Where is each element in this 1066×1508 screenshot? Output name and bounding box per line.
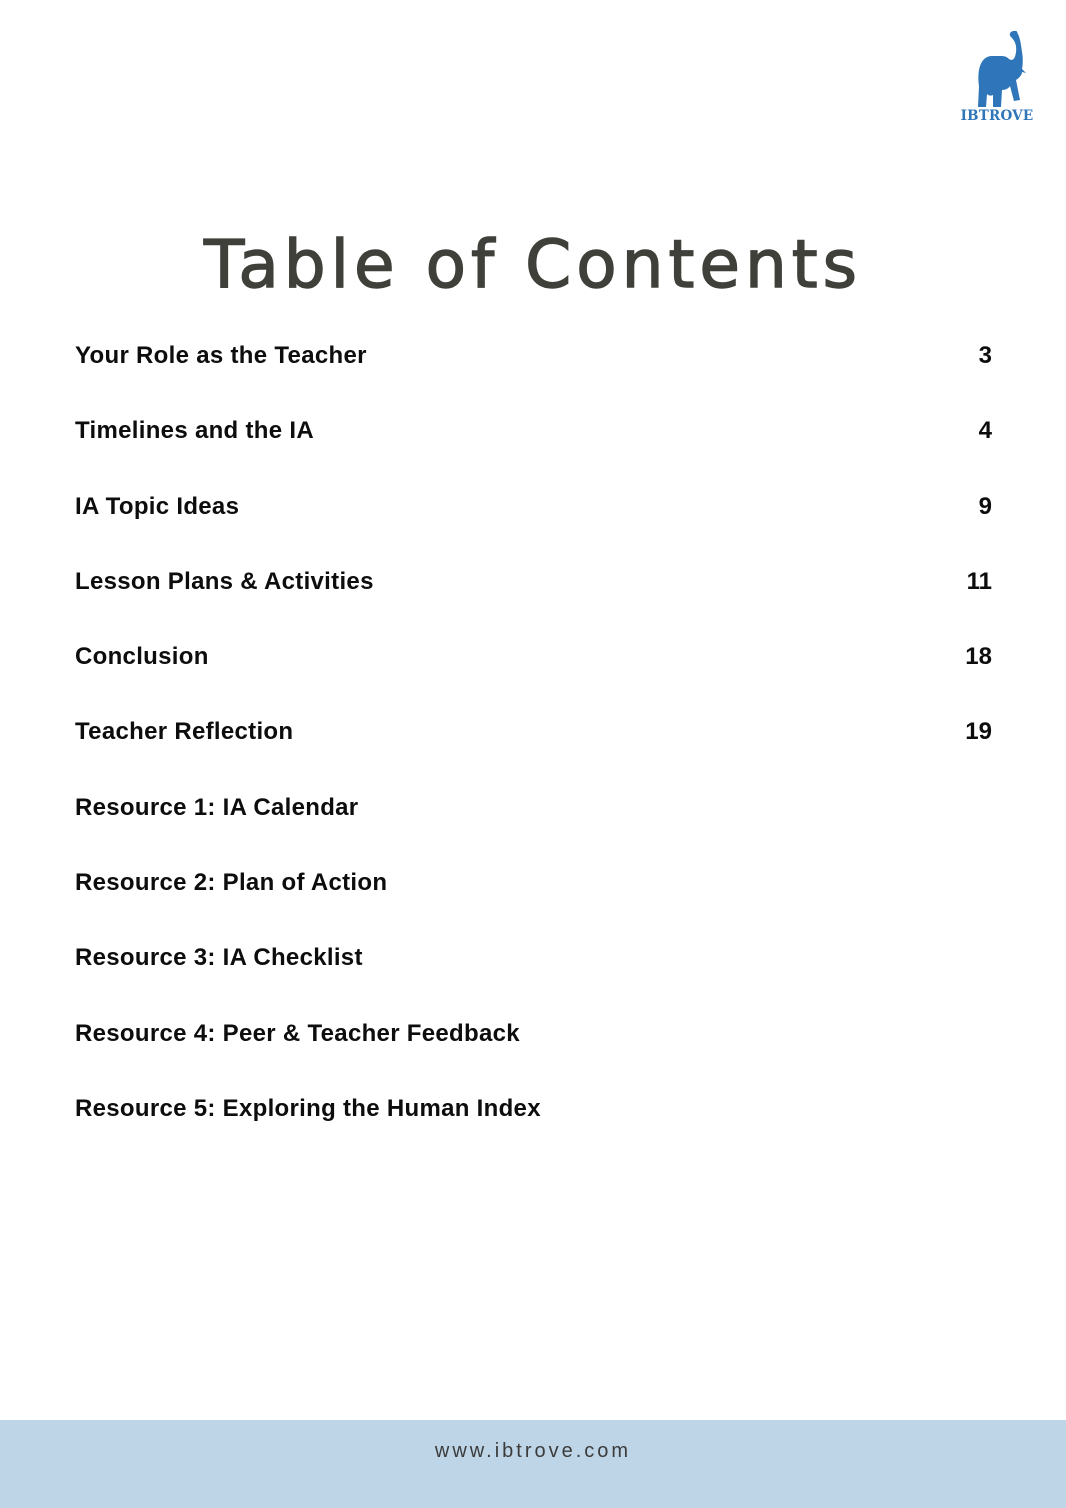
toc-entry[interactable] [75, 941, 992, 1016]
toc-entry-title[interactable]: Resource 5: Exploring the Human Index [75, 1094, 541, 1122]
toc-entry-title[interactable]: Conclusion [75, 643, 209, 671]
toc-entry[interactable] [75, 640, 992, 715]
toc-entry[interactable] [75, 565, 992, 640]
brand-logo [956, 28, 1038, 128]
toc-entry-title[interactable]: Teacher Reflection [75, 718, 294, 746]
toc-entry-title[interactable]: Timelines and the IA [75, 417, 314, 445]
toc-entry-page-number: 4 [978, 417, 992, 445]
toc-entry[interactable] [75, 866, 992, 941]
toc-entry-title[interactable]: Lesson Plans & Activities [75, 567, 374, 595]
toc-entry[interactable] [75, 791, 992, 866]
website-link[interactable]: www.ibtrove.com [434, 1440, 632, 1462]
toc-entry[interactable] [75, 1092, 992, 1167]
toc-entry[interactable] [75, 490, 992, 565]
toc-entry-page-number: 9 [978, 492, 992, 520]
toc-entry-page-number: 18 [965, 643, 992, 671]
page-title: Table of Contents [203, 226, 863, 304]
toc-entry[interactable] [75, 1017, 992, 1092]
toc-entry-title[interactable]: IA Topic Ideas [75, 492, 240, 520]
toc-entry[interactable] [75, 715, 992, 790]
table-of-contents [75, 339, 992, 1167]
toc-entry-title[interactable]: Resource 4: Peer & Teacher Feedback [75, 1019, 520, 1047]
toc-entry-page-number: 3 [978, 342, 992, 369]
toc-entry-page-number: 19 [965, 718, 992, 746]
toc-entry-title[interactable]: Resource 3: IA Checklist [75, 944, 363, 972]
toc-entry-title[interactable]: Your Role as the Teacher [75, 342, 367, 369]
toc-entry-title[interactable]: Resource 2: Plan of Action [75, 869, 388, 897]
toc-entry-title[interactable]: Resource 1: IA Calendar [75, 793, 359, 821]
toc-entry[interactable] [75, 414, 992, 489]
brand-name: IBTROVE [960, 108, 1034, 124]
toc-entry[interactable] [75, 339, 992, 414]
elephant-icon [956, 28, 1038, 110]
toc-entry-page-number: 11 [966, 567, 992, 595]
footer-band [0, 1420, 1066, 1508]
